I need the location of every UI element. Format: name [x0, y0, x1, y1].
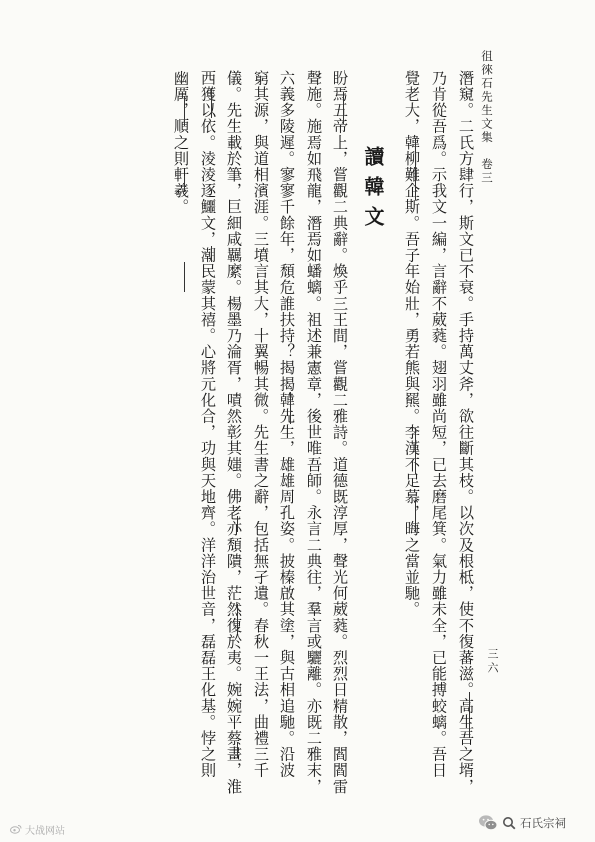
name-mark	[469, 692, 470, 738]
name-mark	[290, 392, 291, 424]
text-column: 覺老大，韓柳難企斯。吾子年始壯，勇若熊與羆。李漢不足慕，晦之當並馳。	[403, 70, 421, 618]
running-header: 徂徠石先生文集 卷三	[480, 50, 494, 185]
name-mark	[184, 96, 185, 126]
text-column: 西獲以依。淩淩逐鱷文，潮民蒙其禧。心將元化合，功與天地齊。洋洋治世音，磊磊王化基。悖之則	[199, 70, 217, 779]
text-column: 六義多陵遲。寥寥千餘年，頹危誰扶持？揭揭韓先生，雄雄周孔姿。披榛啟其塗，與古相追馳。沿波	[278, 70, 296, 779]
weibo-logo-icon	[10, 824, 22, 834]
section-title: 讀韓文	[361, 146, 385, 236]
watermark-right	[478, 812, 566, 834]
page-number: 三六	[486, 648, 499, 676]
name-mark	[211, 88, 212, 118]
name-mark	[184, 176, 185, 192]
name-mark	[184, 262, 185, 292]
text-column: 幽厲，順之則軒羲。	[172, 70, 190, 215]
name-mark	[343, 92, 344, 124]
watermark-left-text: 大战网站	[25, 825, 65, 837]
watermark-right-text: 石氏宗祠	[520, 816, 566, 830]
search-icon	[502, 816, 516, 830]
text-column: 盼焉五帝上，嘗觀二典辭。煥乎三王間，嘗觀二雅詩。道德既淳厚，聲光何葳蕤。烈烈日精散，閻閻雷	[331, 70, 349, 795]
name-mark	[211, 246, 212, 262]
watermark-left	[10, 822, 65, 836]
name-mark	[237, 742, 238, 758]
text-column: 聲施。施焉如飛龍，潛焉如蟠螭。祖述兼憲章，後世唯吾師。永言二典往，羣言或驪離。亦既二雅末，	[305, 70, 323, 795]
name-mark	[237, 516, 238, 532]
name-mark	[415, 500, 416, 532]
text-column: 乃肯從吾爲。示我文一編，言辭不葳蕤。翅羽雖尚短，已去磨尾箕。氣力雖未全，已能搏蛟螭。吾日	[430, 70, 448, 779]
name-mark	[415, 428, 416, 474]
wechat-logo-icon	[478, 814, 498, 832]
name-mark	[415, 138, 416, 200]
text-column: 儀。先生載於筆，巨細咸羈縻。楊墨乃淪胥，嘖然彰其媸。佛老亦頽隤，茫然復於夷。婉婉平蔡畫，淮	[225, 70, 243, 795]
text-column: 潛窺。二氏方肆行，斯文已不衰。手持萬丈斧，欲往斷其枝。以次及根柢，使不復蕃滋。高生吾之壻，	[457, 70, 475, 795]
text-column: 窮其源，與道相濱涯。三墳言其大，十翼暢其微。先生書之辭，包括無孑遺。春秋一王法，曲禮三千	[252, 70, 270, 779]
name-mark	[237, 604, 238, 634]
